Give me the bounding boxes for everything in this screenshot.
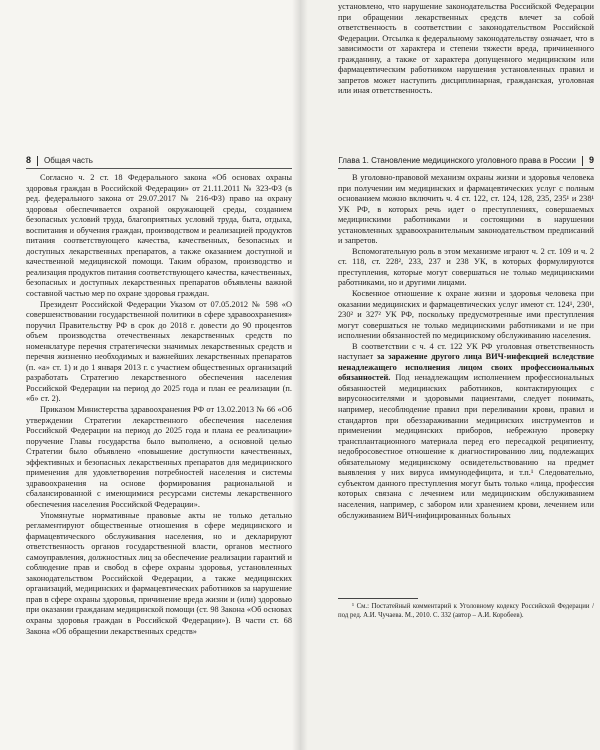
left-page-number: 8 <box>26 155 32 165</box>
paragraph: установлено, что нарушение законодательства Российской Федерации при обращении лекарственных средств влечет за собой ответственность в соответствии с законодательством Российской Федерации. Отсылка к федеральному законодательству означает, что в зависимости от характера и степени тяжести вреда, причиненного гражданину, а также от характера допущенного медицинским или фармацевтическим работником нарушения установленных правил и запретов может наступить дисциплинарная, гражданская, уголовная или иная ответственность. <box>338 2 594 96</box>
paragraph: В уголовно-правовой механизм охраны жизни и здоровья человека при получении им медицинских и фармацевтических услуг с полным основанием можно включить ч. 4 ст. 122, ст. 124, 128, 235, 235¹ и 238¹ УК РФ, в которых речь идет о преступлениях, совершаемых медицинскими работниками и состоящими в нарушении установленных здравоохранительным законодательством предписаний и запретов. <box>338 173 594 246</box>
footnote-text: ¹ См.: Постатейный комментарий к Уголовному кодексу Российской Федерации / под ред. А.И. Чучаева. М., 2010. С. 332 (автор – А.И. Коробеев). <box>338 603 594 619</box>
paragraph: Вспомогательную роль в этом механизме играют ч. 2 ст. 109 и ч. 2 ст. 118, ст. 228², 233, 237 и 238 УК, в которых формулируются преступления, которые могут совершаться не только медицинскими работниками, но и другими лицами. <box>338 246 594 288</box>
paragraph-text: В соответствии с ч. 4 ст. 122 УК РФ уголовная ответственность наступает <box>338 341 594 362</box>
left-column-text <box>26 173 292 637</box>
right-top-text <box>338 2 594 97</box>
left-header-rule <box>26 168 292 169</box>
right-header-title: Глава 1. Становление медицинского уголовного права в России <box>338 156 576 165</box>
header-separator <box>582 156 583 166</box>
left-running-header <box>26 153 292 167</box>
right-column-text <box>338 173 594 521</box>
footnote <box>338 602 594 620</box>
paragraph: Согласно ч. 2 ст. 18 Федерального закона «Об основах охраны здоровья граждан в Российской Федерации» от 21.11.2011 № 323-ФЗ (в ред. федерального закона от 29.07.2017 № 216-ФЗ) право на охрану здоровья обеспечивается охраной окружающей среды, созданием безопасных условий труда, благоприятных условий труда, быта, отдыха, воспитания и обучения граждан, производством и реализацией продуктов питания соответствующего качества, качественных, безопасных и доступных лекарственных препаратов, а также оказанием доступной и качественной медицинской помощи. Таким образом, производство и реализация продуктов питания соответствующего качества, качественных, безопасных и доступных лекарственных препаратов объявлены важной составной частью мер по охране здоровья граждан. <box>26 173 292 299</box>
right-header-rule <box>338 168 594 169</box>
right-running-header <box>338 153 594 167</box>
paragraph: Косвенное отношение к охране жизни и здоровья человека при оказании медицинских и фармацевтических услуг имеют ст. 124¹, 230¹, 230² и 327² УК РФ, поскольку предусмотренные ими преступления могут совершаться не только медицинскими работниками и не при исполнении обязанностей по медицинскому обслуживанию населения. <box>338 289 594 341</box>
paragraph: Президент Российской Федерации Указом от 07.05.2012 № 598 «О совершенствовании государственной политики в сфере здравоохранения» поручил Правительству РФ в срок до 2018 г. довести до 90 процентов объем производства отечественных лекарственных средств по номенклатуре перечня стратегически значимых лекарственных средств и перечня жизненно необходимых и важнейших лекарственных препаратов (п. «а» ст. 1) и до 1 января 2013 г. с участием общественных организаций разработать Стратегию лекарственного обеспечения населения Российской Федерации на период до 2025 года и план ее реализации (п. «б» ст. 2). <box>26 299 292 404</box>
paragraph-text: Под ненадлежащим исполнением профессиональных обязанностей медицинских работников, контактирующих с вирусоносителями и здоровыми пациентами, следует понимать, например, несоблюдение правил при переливании крови, правил и стандартов при обеззараживании медицинских инструментов и применении медицинских приборов, небрежную проверку трансплантационного материала перед его пересадкой реципиенту, недобросовестное отношение к диагностированию лиц, подлежащих обязательному медицинскому освидетельствованию на предмет выявления у них вируса иммунодефицита, и т.п.¹ Следовательно, субъектом данного преступления могут быть только «лица, профессия которых связана с лечением или медицинским обслуживанием населения, например, с забором или хранением крови, лечением или обслуживанием ВИЧ-инфицированных больных <box>338 373 594 520</box>
paragraph: Приказом Министерства здравоохранения РФ от 13.02.2013 № 66 «Об утверждении Стратегии лекарственного обеспечения населения Российской Федерации на период до 2025 года и плана ее реализации» поручение Главы государства было выполнено, а основной целью Стратегии было объявлено «повышение доступности качественных, эффективных и безопасных лекарственных препаратов для медицинского применения для удовлетворения потребностей населения и системы здравоохранения на основе формирования рациональной и сбалансированной с имеющимися ресурсами системы лекарственного обеспечения населения Российской Федерации». <box>26 405 292 509</box>
header-separator <box>37 156 38 166</box>
emphasized-text: за заражение другого лица ВИЧ-инфекцией вследствие ненадлежащего исполнения лицом своих профессиональных обязанностей. <box>338 352 594 383</box>
book-gutter <box>292 0 308 750</box>
left-header-title: Общая часть <box>44 156 93 165</box>
footnote-rule <box>338 598 418 599</box>
paragraph: Упомянутые нормативные правовые акты не только детально регламентируют общественные отношения в сфере медицинского и фармацевтического обслуживания населения, но и декларируют ответственность органов государственной власти, органов местного самоуправления, должностных лиц за обеспечение реализации гарантий и соблюдение прав и свобод в сфере охраны здоровья, установленных законодательством Российской Федерации, а также медицинских организаций, медицинских и фармацевтических работников за нарушение прав в сфере охраны здоровья, причинение вреда жизни и (или) здоровью при оказании гражданам медицинской помощи (ст. 98 Закона «Об основах охраны здоровья граждан в Российской Федерации»). В части ст. 68 Закона «Об обращении лекарственных средств» <box>26 510 292 636</box>
right-page-number: 9 <box>588 155 594 165</box>
paragraph <box>338 342 594 521</box>
